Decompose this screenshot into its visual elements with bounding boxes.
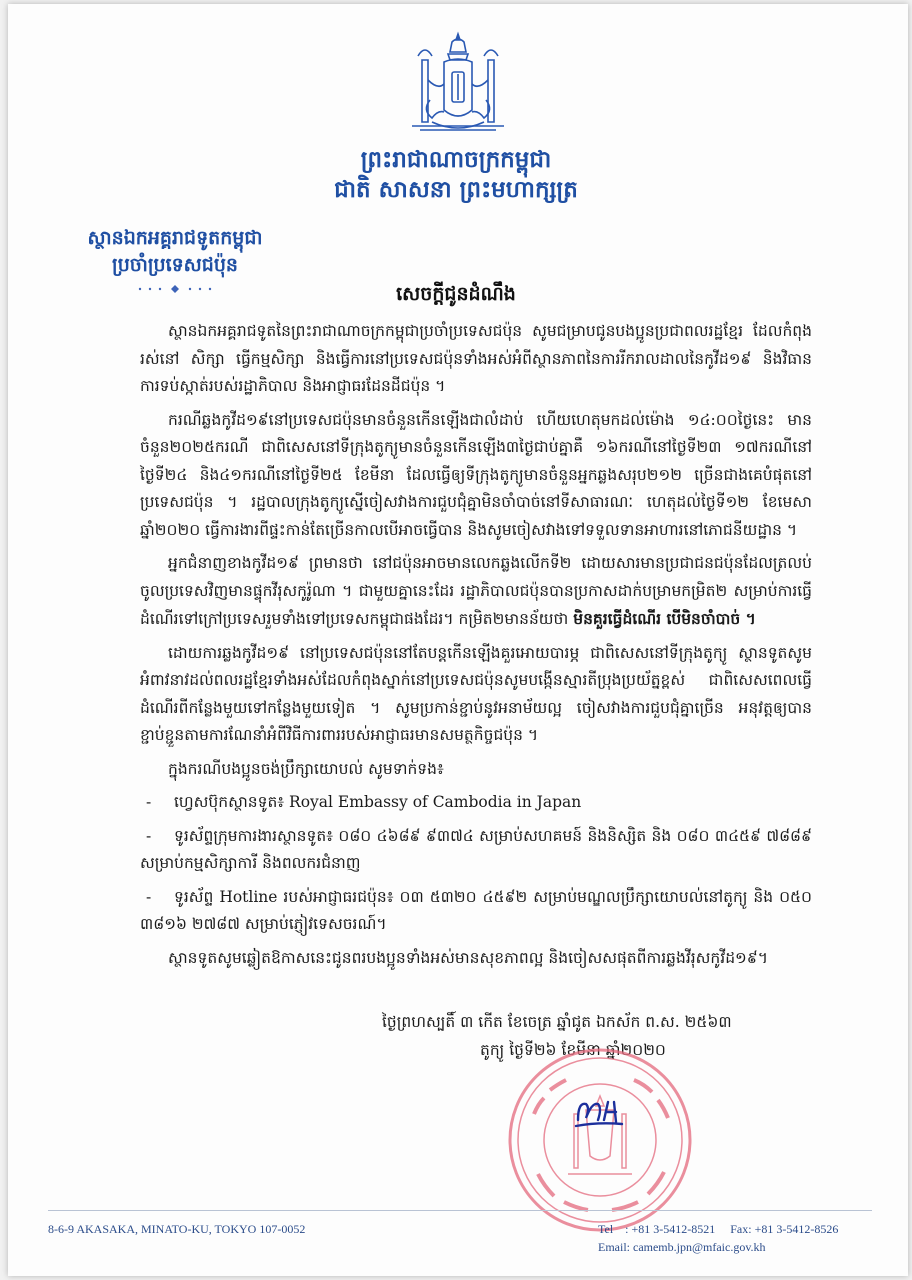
national-motto: ជាតិ សាសនា ព្រះមហាក្សត្រ xyxy=(334,176,578,203)
footer-divider xyxy=(48,1210,872,1211)
list-bullet: - xyxy=(146,793,152,811)
paragraph-closing: ស្ថានទូតសូមឆ្លៀតឱកាសនេះជូនពរបងប្អូនទាំងអស់មានសុខភាពល្អ និងចៀសសផុតពីការឆ្លងវីរុសកូវីដ១៩។ xyxy=(168,948,768,967)
embassy-name: ស្ថានឯកអគ្គរាជទូតកម្ពុជា xyxy=(87,227,263,249)
footer-address: 8-6-9 AKASAKA, MINATO-KU, TOKYO 107-0052 xyxy=(48,1222,306,1236)
paragraph-appeal: ដោយការឆ្លងកូវីដ១៩ នៅប្រទេសជប៉ុននៅតែបន្តកើនឡើងគួរអោយបារម្ភ ជាពិសេសនៅទីក្រុងតូក្យូ ស្ថានទូតសូមអំពាវនាវដល់ពលរដ្ឋខ្មែរទាំងអស់ដែលកំពុងស្នាក់នៅប្រទេសជប៉ុនសូមបង្កើនស្មារតីប្រុងប្រយ័ត្នខ្ពស់ ជាពិសេសពេលធ្វើដំណើរពីកន្លែងមួយទៅកន្លែងមួយទៀត ។ សូមប្រកាន់ខ្ជាប់នូវអនាម័យល្អ ចៀសវាងការជួបជុំគ្នាច្រើន អនុវត្តឲ្យបានខ្ជាប់ខ្ជួនតាមការណែនាំអំពីវិធីការពាររបស់អាជ្ញាធរមានសមត្ថកិច្ចជប៉ុន ។ xyxy=(140,643,812,744)
contact-embassy-phones: ទូរស័ព្ទក្រុមការងារស្ថានទូត៖ ០៨០ ៤៦៨៩ ៩៣៧៤ សម្រាប់សហគមន៍ និងនិស្សិត និង ០៨០ ៣៤៥៩ ៧៨៨៩ សម្រាប់កម្មសិក្សាការី និងពលករជំនាញ xyxy=(140,826,812,872)
footer-phone-fax: Tel : +81 3-5412-8521 Fax: +81 3-5412-8526 xyxy=(598,1222,839,1236)
lunar-date: ថ្ងៃព្រហស្បតិ៍ ៣ កើត ខែចេត្រ ឆ្នាំជូត ឯកស័ក ព.ស. ២៥៦៣ xyxy=(382,1013,732,1031)
paragraph-cases: ករណីឆ្លងកូវីដ១៩នៅប្រទេសជប៉ុនមានចំនួនកើនឡើងជាលំដាប់ ហើយហេតុមកដល់ម៉ោង ១៤:០០ថ្ងៃនេះ មានចំនួន២០២៥ករណី ជាពិសេសនៅទីក្រុងតូក្យូមានចំនួនកើនឡើង៣ថ្ងៃជាប់គ្នាគឺ ១៦ករណីនៅថ្ងៃទី២៣ ១៧ករណីនៅថ្ងៃទី២៤ និង៤១ករណីនៅថ្ងៃទី២៥ ខែមីនា ដែលធ្វើឲ្យទីក្រុងតូក្យូមានចំនួនអ្នកឆ្លងសរុប២១២ ច្រើនជាងគេបំផុតនៅប្រទេសជប៉ុន ។ រដ្ឋបាលក្រុងតូក្យូស្នើចៀសវាងការជួបជុំគ្នាមិនចាំបាច់នៅទីសាធារណៈ ហេតុដល់ថ្ងៃទី១២ ខែមេសា ឆ្នាំ២០២០ ធ្វើការងារពីផ្ទះកាន់តែច្រើនកាលបើអាចធ្វើបាន និងសូមចៀសវាងទៅទទួលទានអាហារនៅភោជនីយដ្ឋាន ។ xyxy=(140,410,812,539)
royal-emblem-icon xyxy=(402,30,514,138)
paragraph-intro: ស្ថានឯកអគ្គរាជទូតនៃព្រះរាជាណាចក្រកម្ពុជាប្រចាំប្រទេសជប៉ុន សូមជម្រាបជូនបងប្អូនប្រជាពលរដ្ឋខ្មែរ ដែលកំពុងរស់នៅ សិក្សា ធ្វើកម្មសិក្សា និងធ្វើការនៅប្រទេសជប៉ុនទាំងអស់អំពីស្ថានភាពនៃការរីករាលដាលនៃកូវីដ១៩ និងវិធានការទប់ស្កាត់របស់រដ្ឋាភិបាល និងអាជ្ញាធរដែនដីជប៉ុន ។ xyxy=(140,322,812,395)
contact-item xyxy=(140,884,812,939)
footer-email: Email: camemb.jpn@mfaic.gov.kh xyxy=(598,1240,766,1254)
signature-icon xyxy=(572,1094,626,1132)
solar-date: តូក្យូ ថ្ងៃទី២៦ ខែមីនា ឆ្នាំ២០២០ xyxy=(480,1041,666,1059)
list-bullet: - xyxy=(146,826,152,845)
paragraph-warning xyxy=(140,550,812,634)
paragraph-contact-intro: ក្នុងករណីបងប្អូនចង់ប្រឹក្សាយោបល់ សូមទាក់ទង៖ xyxy=(168,759,444,778)
embassy-location: ប្រចាំប្រទេសជប៉ុន xyxy=(112,254,238,276)
document-title: សេចក្តីជូនដំណឹង xyxy=(396,283,516,305)
contact-hotline: ទូរស័ព្ទ Hotline របស់អាជ្ញាធរជប៉ុន៖ ០៣ ៥៣២០ ៤៥៩២ សម្រាប់មណ្ឌលប្រឹក្សាយោបល់នៅតូក្យូ និង ០៥០ ៣៨១៦ ២៧៨៧ សម្រាប់ភ្ញៀវទេសចរណ៍។ xyxy=(140,887,812,933)
contact-item xyxy=(140,823,812,878)
paragraph-warning-text: អ្នកជំនាញខាងកូវីដ១៩ ព្រមានថា នៅជប៉ុនអាចមានលេកឆ្លងលើកទី២ ដោយសារមានប្រជាជនជប៉ុនដែលត្រលប់ចូលប្រទេសវិញមានផ្ទុកវីរុសកូរ៉ូណា ។ ជាមួយគ្នានេះដែរ រដ្ឋាភិបាលជប៉ុនបានប្រកាសដាក់បម្រាមកម្រិត២ សម្រាប់ការធ្វើដំណើរទៅក្រៅប្រទេសរួមទាំងទៅប្រទេសកម្ពុជាផងដែរ។ កម្រិត២មានន័យថា xyxy=(140,554,812,628)
letter-body xyxy=(140,318,812,978)
travel-warning-emphasis: មិនគួរធ្វើដំណើរ បើមិនចាំបាច់ ។ xyxy=(573,609,756,628)
kingdom-title: ព្រះរាជាណាចក្រកម្ពុជា xyxy=(360,146,552,173)
contact-facebook: ហ្វេសប៊ុកស្ថានទូត៖ Royal Embassy of Cambodia in Japan xyxy=(174,793,582,811)
list-bullet: - xyxy=(146,887,152,906)
official-seal-icon xyxy=(504,1044,696,1236)
contact-item xyxy=(140,789,812,817)
